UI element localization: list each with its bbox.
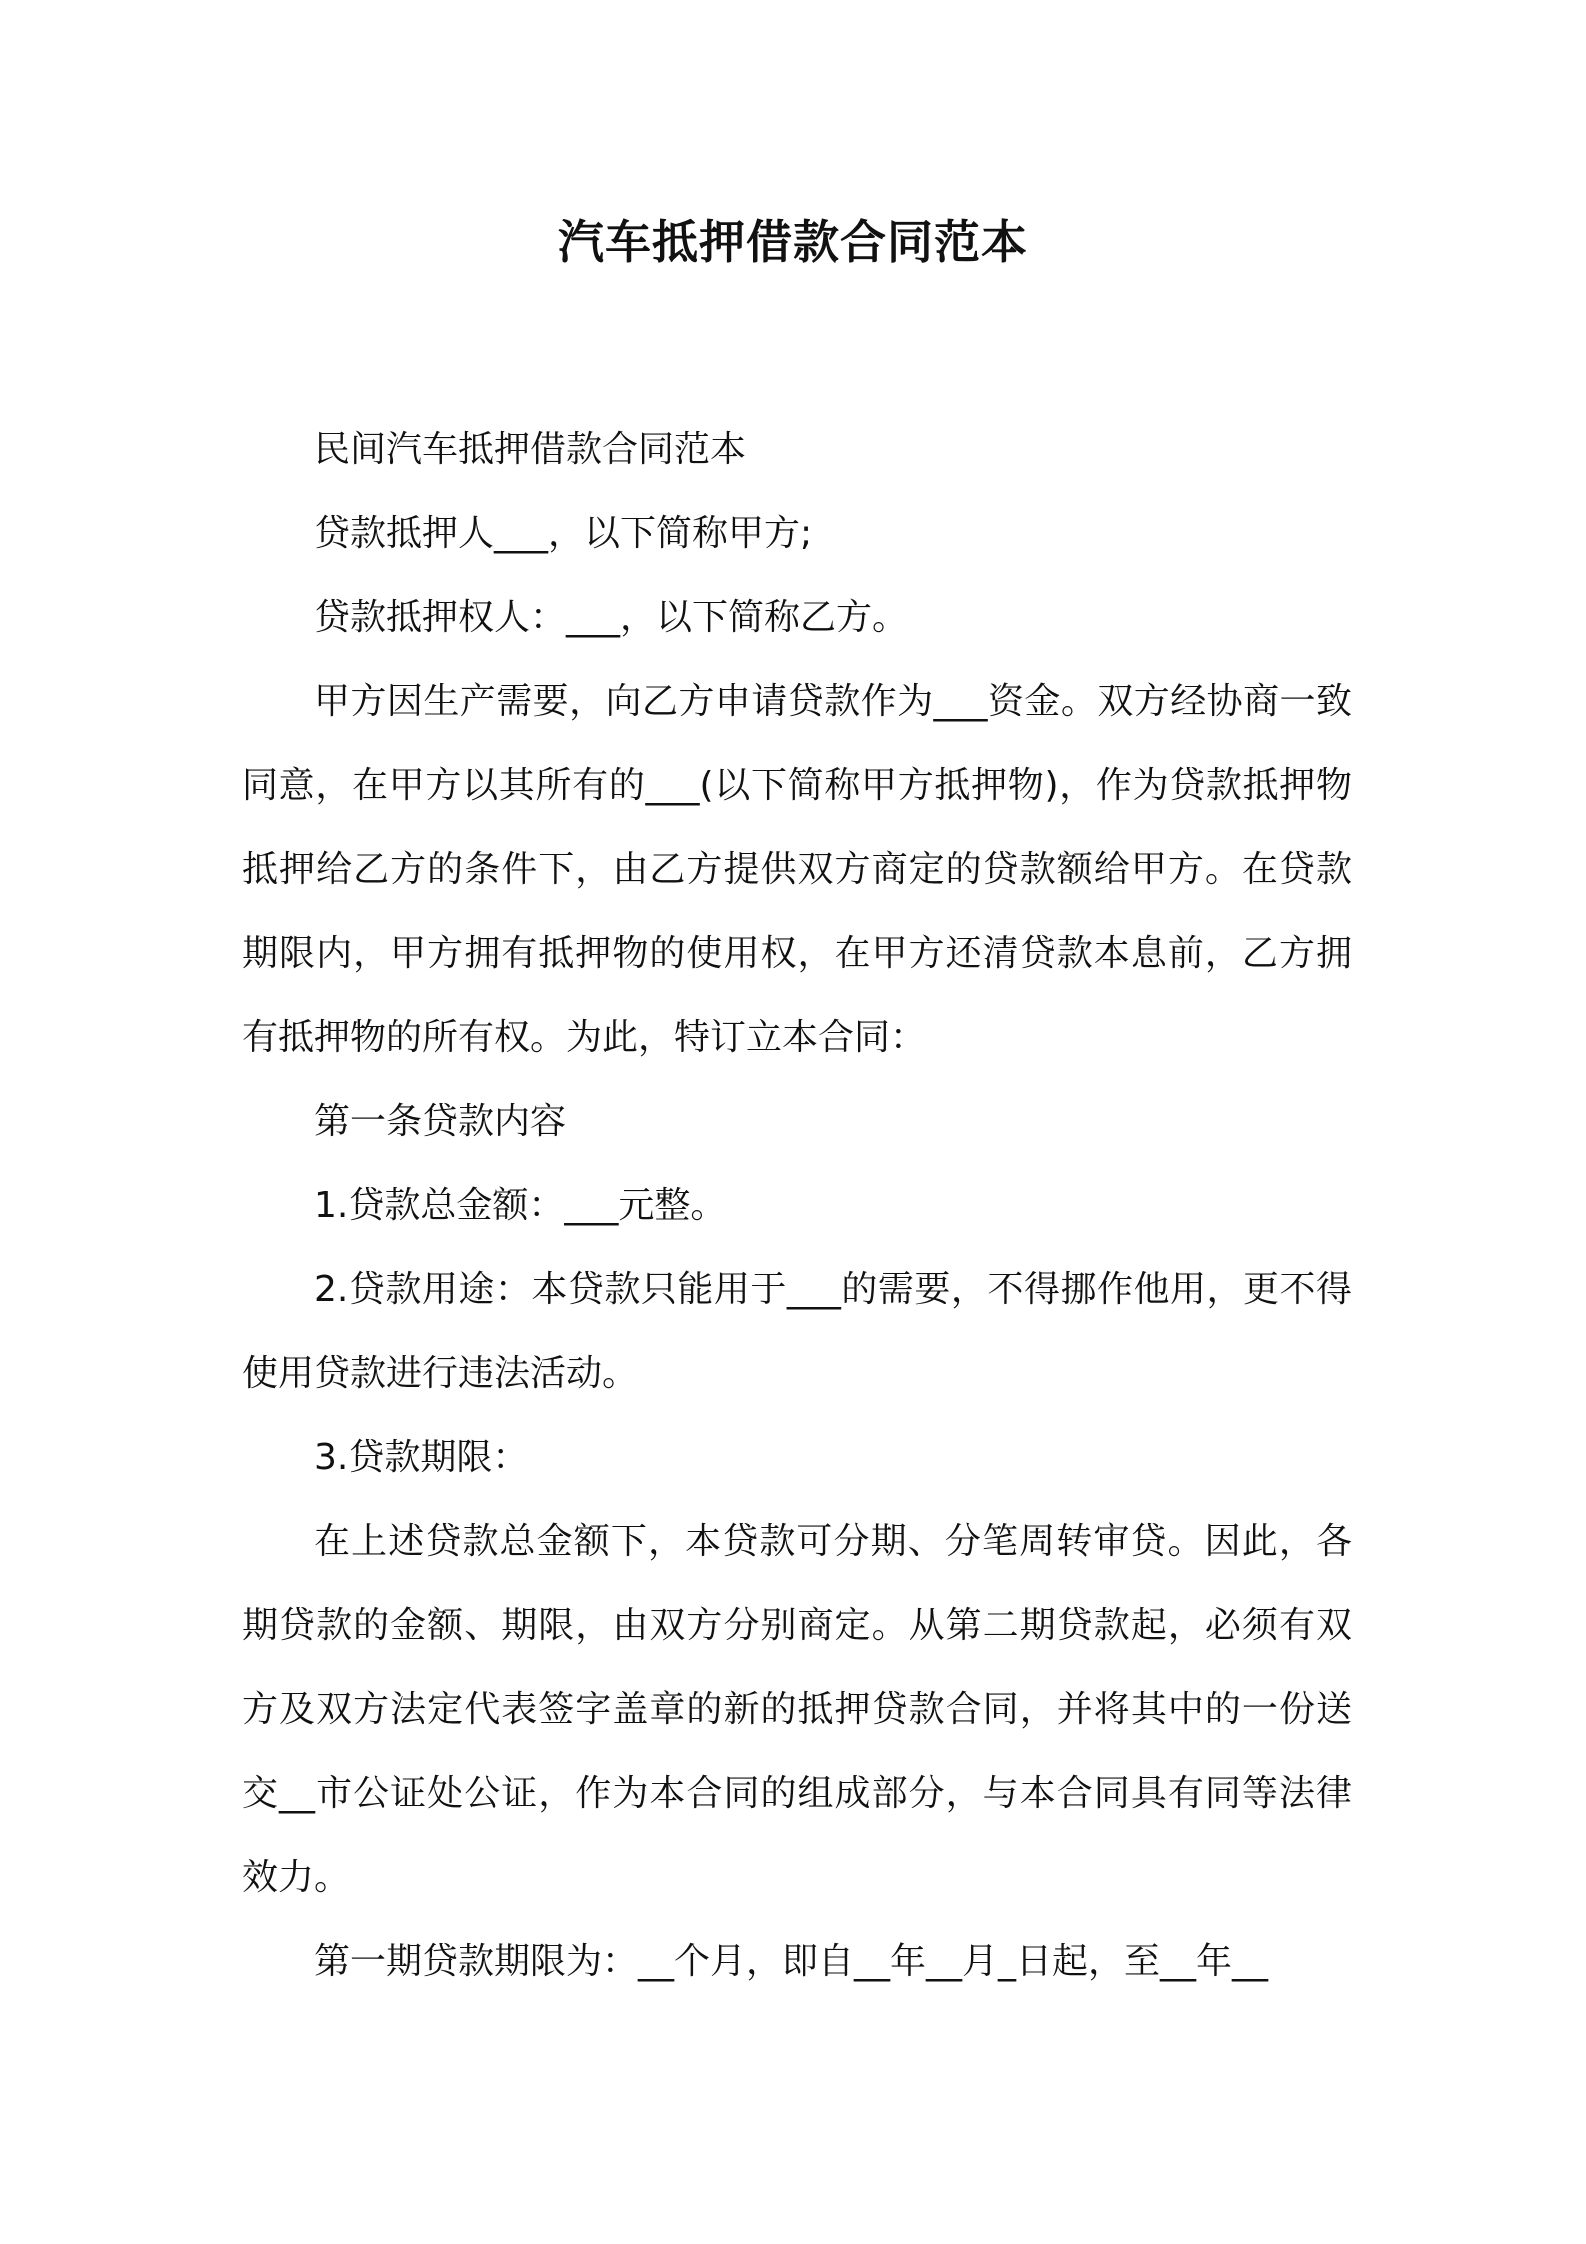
paragraph-subtitle: 民间汽车抵押借款合同范本: [314, 429, 747, 470]
clause-loan-amount: 1.贷款总金额：___元整。: [314, 1185, 727, 1226]
paragraph-party-b: 贷款抵押权人：___，以下简称乙方。: [314, 597, 909, 638]
article-heading: 第一条贷款内容: [314, 1101, 567, 1142]
document-title: 汽车抵押借款合同范本: [558, 215, 1028, 269]
clause-loan-term-heading: 3.贷款期限：: [314, 1437, 529, 1478]
paragraph-loan-term-details: 在上述贷款总金额下，本贷款可分期、分笔周转审贷。因此，各期贷款的金额、期限，由双方分别商定。从第二期贷款起，必须有双方及双方法定代表签字盖章的新的抵押贷款合同，并将其中的一份送交__市公证处公证，作为本合同的组成部分，与本合同具有同等法律效力。: [242, 1521, 1352, 1898]
document-body: [242, 408, 1352, 2004]
clause-loan-purpose: 2.贷款用途：本贷款只能用于___的需要，不得挪作他用，更不得使用贷款进行违法活动。: [242, 1269, 1352, 1394]
paragraph-party-a: 贷款抵押人___，以下简称甲方;: [314, 513, 813, 554]
paragraph-preamble: 甲方因生产需要，向乙方申请贷款作为___资金。双方经协商一致同意，在甲方以其所有的___(以下简称甲方抵押物)，作为贷款抵押物抵押给乙方的条件下，由乙方提供双方商定的贷款额给甲方。在贷款期限内，甲方拥有抵押物的使用权，在甲方还清贷款本息前，乙方拥有抵押物的所有权。为此，特订立本合同：: [242, 681, 1352, 1058]
paragraph-first-period: 第一期贷款期限为：__个月，即自__年__月_日起，至__年__: [314, 1941, 1269, 1982]
